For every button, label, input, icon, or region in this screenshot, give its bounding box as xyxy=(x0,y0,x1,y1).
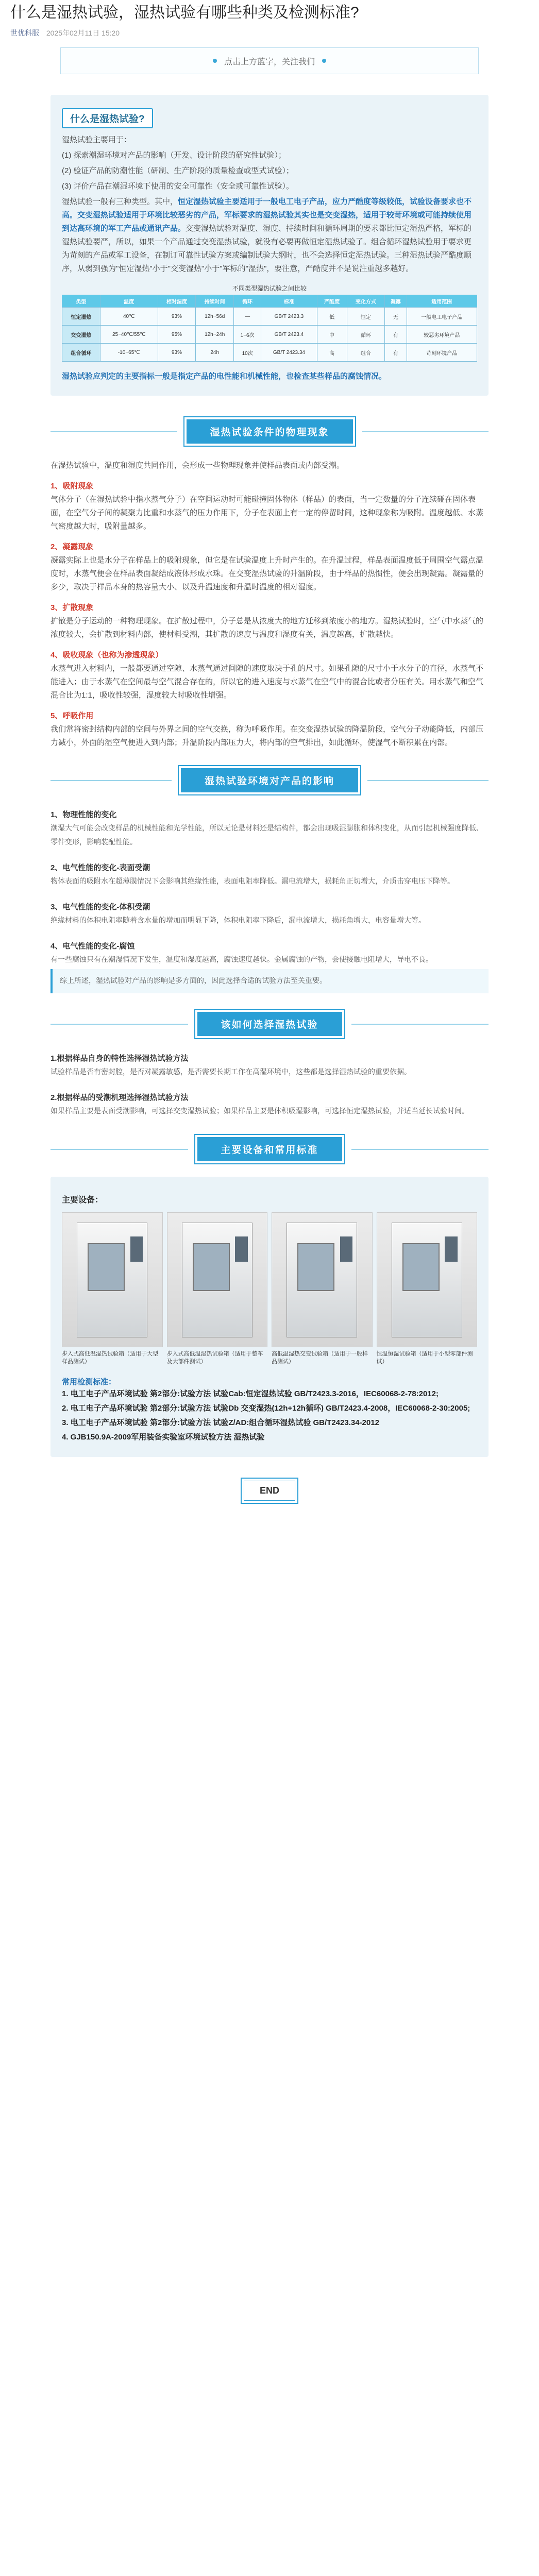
intro-para-b: 交变湿热试验对温度、湿度、持续时间和循环周期的要求都比恒定湿热严格，军标的湿热试验要严，所以，如果一个产品通过交变湿热试验，就没有必要再做恒定湿热试验了。组合循环湿热试验用于要求更为苛刻的产品或军工设备，在制订可靠性试验方案或编制试验大纲时，也不会选择恒定湿热试验。三种湿热试验严酷度顺序，从弱到强为"恒定湿热"小于"交变湿热"小于"军标的"湿热"，要注意，严酷度并不是说注重越多越好。 xyxy=(62,224,472,273)
table-cell: — xyxy=(234,308,261,326)
phenomenon-text: 我们常将密封结构内部的空间与外界之间的空气交换，称为呼吸作用。在交变湿热试验的降温阶段，空气分子动能降低，内部压力减小，外面的湿空气便进入到内部；升温阶段内部压力大，将内部的空气排出，如此循环，使湿气不断积累在内部。 xyxy=(50,725,484,747)
phenomenon-text: 水蒸气进入材料内，一般都要通过空隙、水蒸气通过间隙的速度取决于孔的尺寸。如果孔隙的尺寸小于水分子的直径，水蒸气不能进入；由于水蒸气在空间最与空气混合存在的，所以它的进入速度与水蒸气在空气中的混合比或者分压有关。用水蒸气和空气混合比为1:1，吸收性较强，湿度较大时吸收性增强。 xyxy=(50,664,484,700)
product-caption: 步入式高低温湿热试验箱（适用于大型样品测试） xyxy=(62,1351,158,1365)
intro-line: (3) 评价产品在潮湿环境下使用的安全可靠性（安全或可靠性试验）。 xyxy=(62,182,294,191)
intro-paragraph xyxy=(62,195,477,276)
table-header: 类型 xyxy=(62,295,100,308)
chamber-image xyxy=(272,1212,373,1347)
table-header: 严酷度 xyxy=(317,295,347,308)
divider xyxy=(50,780,172,781)
chamber-icon xyxy=(392,1223,462,1337)
phenomenon-text: 扩散是分子运动的一种物理现象。在扩散过程中，分子总是从浓度大的地方迁移到浓度小的地方。湿热试验时，空气中水蒸气的浓度较大，会扩散到材料内部，使材料受潮，其扩散的速度与温度和湿度有关，温度越高，扩散越快。 xyxy=(50,617,484,639)
phenomenon-heading: 5、呼吸作用 xyxy=(50,711,94,720)
table-cell: 10次 xyxy=(234,344,261,362)
product-item[interactable] xyxy=(272,1212,373,1366)
effect-text: 物体表面的吸附水在超薄膜情况下会影响其绝缘性能，表面电阻率降低。漏电流增大，损耗角正切增大，介质击穿电压下降等。 xyxy=(50,877,454,886)
standards-heading: 常用检测标准： xyxy=(62,1378,116,1386)
chamber-icon xyxy=(182,1223,252,1337)
chamber-image xyxy=(167,1212,268,1347)
table-cell: 组合 xyxy=(347,344,385,362)
phenomenon-heading: 1、吸附现象 xyxy=(50,482,94,490)
table-cell: 93% xyxy=(158,344,196,362)
table-header: 循环 xyxy=(234,295,261,308)
phenomenon-text: 气体分子（在湿热试验中指水蒸气分子）在空间运动时可能碰撞固体物体（样品）的表面，当一定数量的分子连续碰在固体表面，在空气分子间的凝聚力比重和水蒸气的压力作用下，分子在表面上有一定的停留时间，这种现象称为吸附。温度越低、水蒸气密度越大时，吸附量越多。 xyxy=(50,495,484,531)
phenomenon-heading: 3、扩散现象 xyxy=(50,603,94,612)
table-title: 不同类型湿热试验之间比较 xyxy=(232,285,307,292)
table-cell: GB/T 2423.3 xyxy=(261,308,317,326)
table-header: 适用范围 xyxy=(407,295,477,308)
table-header: 相对湿度 xyxy=(158,295,196,308)
effect-heading: 2、电气性能的变化-表面受潮 xyxy=(50,863,150,872)
section-header xyxy=(50,416,489,447)
table-row xyxy=(62,344,477,362)
divider xyxy=(362,431,489,432)
table-cell: 95% xyxy=(158,326,196,344)
standard-item: 4. GJB150.9A-2009军用装备实验室环境试验方法 湿热试验 xyxy=(62,1433,265,1442)
table-cell: 25~40℃/55℃ xyxy=(100,326,158,344)
product-item[interactable] xyxy=(167,1212,268,1366)
table-cell: 有 xyxy=(385,326,407,344)
table-cell: 低 xyxy=(317,308,347,326)
table-cell: 1~6次 xyxy=(234,326,261,344)
section-header xyxy=(50,1009,489,1039)
standard-item: 3. 电工电子产品环境试验 第2部分:试验方法 试验Z/AD:组合循环湿热试验 GB/T2423.34-2012 xyxy=(62,1418,379,1427)
standards-list xyxy=(62,1387,477,1445)
divider xyxy=(50,1149,188,1150)
follow-banner[interactable] xyxy=(60,47,479,74)
chamber-image xyxy=(377,1212,478,1347)
intro-text xyxy=(62,133,477,276)
product-caption: 恒温恒湿试验箱（适用于小型零部件测试） xyxy=(376,1351,473,1365)
end-label: END xyxy=(244,1481,295,1501)
section-title: 湿热试验环境对产品的影响 xyxy=(181,768,358,792)
table-cell: 有 xyxy=(385,344,407,362)
effect-heading: 3、电气性能的变化-体积受潮 xyxy=(50,903,150,911)
table-cell: 高 xyxy=(317,344,347,362)
table-row xyxy=(62,308,477,326)
physics-section xyxy=(50,459,489,750)
table-header: 持续时间 xyxy=(196,295,234,308)
table-cell: GB/T 2423.4 xyxy=(261,326,317,344)
product-caption: 高低温湿热交变试验箱（适用于一般样品测试） xyxy=(272,1351,368,1365)
product-item[interactable] xyxy=(62,1212,163,1366)
dot-icon xyxy=(322,59,326,63)
divider xyxy=(50,431,177,432)
product-gallery xyxy=(62,1212,477,1366)
table-cell: 苛刻环境产品 xyxy=(407,344,477,362)
dot-icon xyxy=(213,59,217,63)
divider xyxy=(367,780,489,781)
intro-card xyxy=(50,95,489,396)
effects-section xyxy=(50,808,489,993)
table-cell: 93% xyxy=(158,308,196,326)
selection-text: 如果样品主要是表面受潮影响，可选择交变湿热试验；如果样品主要是体积吸湿影响，可选择恒定湿热试验，并适当延长试验时间。 xyxy=(50,1107,469,1115)
equipment-card xyxy=(50,1177,489,1457)
divider xyxy=(50,1024,188,1025)
intro-line: 湿热试验主要用于： xyxy=(62,135,132,144)
section-header xyxy=(50,1134,489,1164)
effect-heading: 4、电气性能的变化-腐蚀 xyxy=(50,942,135,951)
article-content xyxy=(50,95,489,1504)
comparison-table xyxy=(62,295,477,362)
phenomenon-heading: 4、吸收现象（也称为渗透现象） xyxy=(50,651,163,659)
selection-heading: 1.根据样品自身的特性选择湿热试验方法 xyxy=(50,1054,189,1063)
section-title-frame xyxy=(178,765,361,795)
table-cell: 较恶劣环境产品 xyxy=(407,326,477,344)
standard-item: 1. 电工电子产品环境试验 第2部分:试验方法 试验Cab:恒定湿热试验 GB/T2423.3-2016，IEC60068-2-78:2012; xyxy=(62,1389,439,1398)
end-frame xyxy=(241,1478,298,1504)
section-title: 湿热试验条件的物理现象 xyxy=(187,419,353,444)
table-cell: GB/T 2423.34 xyxy=(261,344,317,362)
table-cell: 无 xyxy=(385,308,407,326)
article-title: 什么是湿热试验，湿热试验有哪些种类及检测标准? xyxy=(10,4,359,21)
intro-tag: 什么是湿热试验? xyxy=(62,108,153,128)
chamber-icon xyxy=(287,1223,357,1337)
section-header xyxy=(50,765,489,795)
section-title-frame xyxy=(194,1134,345,1164)
chamber-icon xyxy=(77,1223,147,1337)
effect-text: 绝缘材料的体积电阻率随着含水量的增加而明显下降，体积电阻率下降后，漏电流增大，损耗角增大，电容量增大等。 xyxy=(50,917,426,925)
intro-line: (2) 验证产品的防潮性能（研制、生产阶段的质量检查或型式试验）； xyxy=(62,166,294,175)
product-item[interactable] xyxy=(377,1212,478,1366)
divider xyxy=(351,1024,489,1025)
table-header: 温度 xyxy=(100,295,158,308)
table-cell: 一般电工电子产品 xyxy=(407,308,477,326)
section-intro: 在湿热试验中，温度和湿度共同作用，会形成一些物理现象并使样品表面或内部受潮。 xyxy=(50,461,345,470)
product-caption: 步入式高低温湿热试验箱（适用于整车及大部件测试） xyxy=(166,1351,263,1365)
effect-note: 综上所述，湿热试验对产品的影响是多方面的，因此选择合适的试验方法至关重要。 xyxy=(50,969,489,993)
divider xyxy=(351,1149,489,1150)
table-cell: 中 xyxy=(317,326,347,344)
table-cell: 24h xyxy=(196,344,234,362)
effect-heading: 1、物理性能的变化 xyxy=(50,810,117,819)
table-header-row xyxy=(62,295,477,308)
table-cell: 40℃ xyxy=(100,308,158,326)
intro-line: (1) 探索潮湿环境对产品的影响（开发、设计阶段的研究性试验）； xyxy=(62,151,287,160)
table-cell: 12h~24h xyxy=(196,326,234,344)
table-cell: -10~65℃ xyxy=(100,344,158,362)
selection-section xyxy=(50,1052,489,1118)
equipment-heading: 主要设备： xyxy=(62,1196,104,1205)
section-title: 该如何选择湿热试验 xyxy=(197,1012,342,1036)
intro-highlight: 恒定湿热试验主要适用于一般电工电子产品，应力严酷度等级较低，试验设备要求也不高。交变湿热试验适用于环境比较恶劣的产品，军标要求的湿热试验其实也是交变湿热，适用于较苛环境或可能持续使用到达高环境的军工产品或通讯产品。 xyxy=(62,197,472,233)
phenomenon-heading: 2、凝露现象 xyxy=(50,543,94,551)
section-title-frame xyxy=(194,1009,345,1039)
table-header: 标准 xyxy=(261,295,317,308)
table-cell: 12h~56d xyxy=(196,308,234,326)
follow-text: 点击上方蓝字，关注我们 xyxy=(224,57,315,66)
table-cell: 循环 xyxy=(347,326,385,344)
effect-text: 潮湿大气可能会改变样品的机械性能和光学性能，所以无论是材料还是结构件，都会出现吸湿膨胀和体积变化，从而引起机械强度降低、零件变形，影响装配性能。 xyxy=(50,824,483,846)
summary-text: 湿热试验应判定的主要指标一般是指定产品的电性能和机械性能，也检查某些样品的腐蚀情况。 xyxy=(62,372,387,381)
table-cell: 恒定湿热 xyxy=(62,308,100,326)
author-link[interactable]: 世优科服 xyxy=(10,29,39,37)
selection-heading: 2.根据样品的受潮机理选择湿热试验方法 xyxy=(50,1093,189,1102)
selection-text: 试验样品是否有密封腔，是否对凝露敏感，是否需要长期工作在高湿环境中，这些都是选择湿热试验的重要依据。 xyxy=(50,1068,411,1076)
publish-date: 2025年02月11日 15:20 xyxy=(46,29,120,37)
table-row xyxy=(62,326,477,344)
chamber-image xyxy=(62,1212,163,1347)
section-title: 主要设备和常用标准 xyxy=(197,1137,342,1161)
table-header: 变化方式 xyxy=(347,295,385,308)
end-marker xyxy=(50,1478,489,1504)
table-cell: 恒定 xyxy=(347,308,385,326)
table-header: 凝露 xyxy=(385,295,407,308)
phenomenon-text: 凝露实际上也是水分子在样品上的吸附现象，但它是在试验温度上升时产生的。在升温过程，样品表面温度低于周围空气露点温度时，水蒸气便会在样品表面凝结成液体形成水珠。在交变湿热试验的升温阶段，由于样品的热惯性，便会出现凝露。凝露量的多少，取决于样品本身的热容量大小、以及升温速度和升温时温度的相对湿度。 xyxy=(50,556,484,591)
standard-item: 2. 电工电子产品环境试验 第2部分:试验方法 试验Db 交变湿热(12h+12h循环) GB/T2423.4-2008，IEC60068-2-30:2005; xyxy=(62,1404,470,1413)
section-title-frame xyxy=(183,416,356,447)
table-cell: 组合循环 xyxy=(62,344,100,362)
effect-text: 有一些腐蚀只有在潮湿情况下发生，温度和湿度越高，腐蚀速度越快。金属腐蚀的产物，会使接触电阻增大，导电不良。 xyxy=(50,956,433,964)
table-cell: 交变湿热 xyxy=(62,326,100,344)
article-meta xyxy=(10,28,529,38)
intro-para-a: 湿热试验一般有三种类型。其中， xyxy=(62,197,178,206)
article-header xyxy=(0,0,539,38)
